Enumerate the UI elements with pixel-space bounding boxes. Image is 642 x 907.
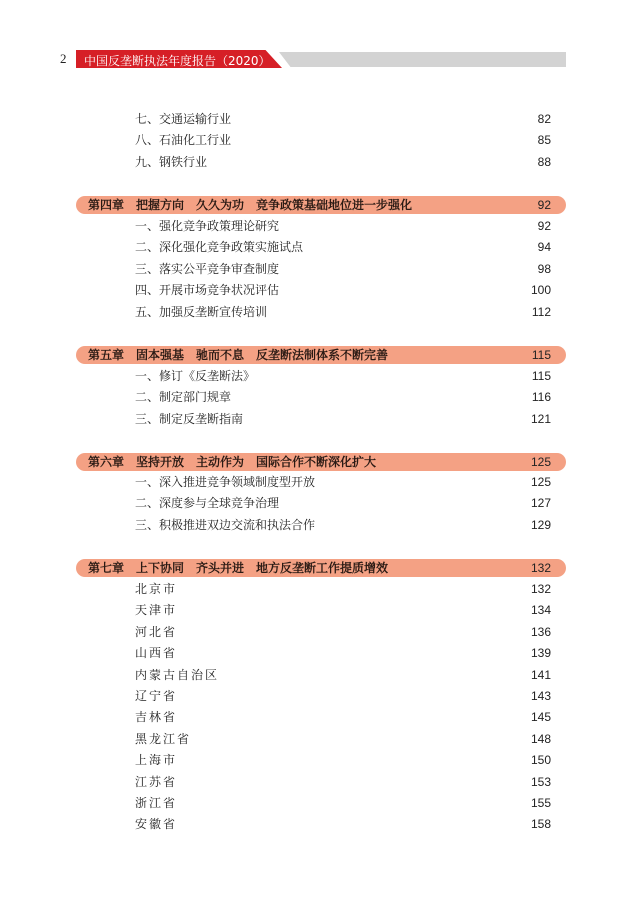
toc-entry-page-number: 134 bbox=[530, 603, 551, 618]
toc-entry-title: 四、开展市场竞争状况评估 bbox=[135, 283, 280, 298]
page-number: 2 bbox=[60, 51, 67, 66]
toc-entry-title: 天津市 bbox=[135, 603, 178, 618]
toc-entry-page-number: 143 bbox=[530, 689, 551, 703]
chapter-heading[interactable] bbox=[76, 453, 566, 471]
toc-entry[interactable] bbox=[135, 751, 551, 769]
toc-entry-title: 一、强化竞争政策理论研究 bbox=[135, 219, 280, 233]
chapter-title: 第五章 固本强基 驰而不息 反垄断法制体系不断完善 bbox=[88, 348, 389, 362]
toc-entry-title: 吉林省 bbox=[135, 710, 178, 725]
toc-entry[interactable] bbox=[135, 580, 551, 598]
toc-entry[interactable] bbox=[135, 644, 551, 662]
toc-entry-title: 山西省 bbox=[135, 646, 178, 661]
chapter-title: 第六章 坚持开放 主动作为 国际合作不断深化扩大 bbox=[88, 455, 377, 469]
chapter-page-number: 92 bbox=[537, 198, 551, 212]
toc-entry[interactable] bbox=[135, 303, 551, 321]
header-gray-band bbox=[279, 52, 566, 67]
toc-entry-page-number: 145 bbox=[530, 710, 551, 725]
toc-entry-page-number: 153 bbox=[530, 774, 551, 789]
toc-entry-title: 黑龙江省 bbox=[135, 731, 192, 746]
toc-entry-page-number: 88 bbox=[537, 154, 551, 169]
toc-entry-title: 三、制定反垄断指南 bbox=[135, 411, 244, 426]
toc-entry-page-number: 94 bbox=[537, 240, 551, 255]
toc-entry-page-number: 136 bbox=[530, 624, 551, 639]
chapter-heading[interactable] bbox=[76, 196, 566, 214]
toc-entry-title: 江苏省 bbox=[135, 774, 178, 789]
toc-entry-title: 北京市 bbox=[135, 582, 178, 596]
toc-entry-title: 上海市 bbox=[135, 753, 178, 768]
toc-entry-page-number: 139 bbox=[530, 646, 551, 661]
toc-entry-page-number: 150 bbox=[530, 753, 551, 768]
toc-entry[interactable] bbox=[135, 388, 551, 406]
toc-entry-page-number: 98 bbox=[537, 261, 551, 276]
toc-entry[interactable] bbox=[135, 367, 551, 385]
toc-entry-page-number: 115 bbox=[531, 369, 551, 383]
toc-entry[interactable] bbox=[135, 687, 551, 705]
chapter-page-number: 125 bbox=[530, 455, 551, 469]
toc-entry-page-number: 141 bbox=[530, 667, 551, 682]
toc-entry-page-number: 158 bbox=[530, 817, 551, 832]
toc-entry[interactable] bbox=[135, 410, 551, 428]
toc-entry-page-number: 82 bbox=[537, 112, 551, 126]
toc-entry-page-number: 127 bbox=[530, 496, 551, 511]
toc-entry-page-number: 155 bbox=[530, 796, 551, 810]
chapter-heading[interactable] bbox=[76, 559, 566, 577]
toc-entry-page-number: 121 bbox=[530, 411, 551, 426]
toc-entry-page-number: 125 bbox=[530, 475, 551, 489]
toc-entry-page-number: 112 bbox=[531, 304, 551, 319]
toc-entry-title: 河北省 bbox=[135, 624, 178, 639]
toc-entry-title: 五、加强反垄断宣传培训 bbox=[135, 304, 268, 319]
toc-entry-page-number: 85 bbox=[537, 133, 551, 148]
toc-entry[interactable] bbox=[135, 708, 551, 726]
toc-entry[interactable] bbox=[135, 238, 551, 256]
toc-entry-title: 二、深度参与全球竞争治理 bbox=[135, 496, 280, 511]
toc-entry-title: 七、交通运输行业 bbox=[135, 112, 232, 126]
toc-entry-title: 二、深化强化竞争政策实施试点 bbox=[135, 240, 304, 255]
toc-entry-page-number: 132 bbox=[530, 582, 551, 596]
toc-entry[interactable] bbox=[135, 110, 551, 128]
toc-entry[interactable] bbox=[135, 281, 551, 299]
toc-entry-title: 九、钢铁行业 bbox=[135, 154, 208, 169]
toc-entry[interactable] bbox=[135, 601, 551, 619]
toc-entry-title: 二、制定部门规章 bbox=[135, 390, 232, 405]
toc-entry-title: 八、石油化工行业 bbox=[135, 133, 232, 148]
chapter-page-number: 115 bbox=[531, 348, 551, 362]
chapter-heading[interactable] bbox=[76, 346, 566, 364]
toc-entry[interactable] bbox=[135, 666, 551, 684]
toc-entry-page-number: 100 bbox=[530, 283, 551, 298]
toc-entry[interactable] bbox=[135, 623, 551, 641]
toc-entry[interactable] bbox=[135, 473, 551, 491]
toc-entry[interactable] bbox=[135, 217, 551, 235]
chapter-title: 第四章 把握方向 久久为功 竞争政策基础地位进一步强化 bbox=[88, 198, 413, 212]
toc-entry-title: 内蒙古自治区 bbox=[135, 667, 220, 682]
chapter-title: 第七章 上下协同 齐头并进 地方反垄断工作提质增效 bbox=[88, 561, 389, 575]
toc-entry-title: 一、修订《反垄断法》 bbox=[135, 369, 256, 383]
chapter-page-number: 132 bbox=[530, 561, 551, 575]
toc-entry[interactable] bbox=[135, 494, 551, 512]
toc-entry-page-number: 129 bbox=[530, 517, 551, 532]
toc-entry-page-number: 116 bbox=[531, 390, 551, 405]
toc-entry-title: 浙江省 bbox=[135, 796, 178, 810]
toc-entry-title: 一、深入推进竞争领域制度型开放 bbox=[135, 475, 316, 489]
running-header bbox=[0, 50, 642, 70]
toc-entry[interactable] bbox=[135, 730, 551, 748]
toc-entry[interactable] bbox=[135, 773, 551, 791]
toc-entry-title: 三、积极推进双边交流和执法合作 bbox=[135, 517, 316, 532]
toc-entry-title: 三、落实公平竞争审查制度 bbox=[135, 261, 280, 276]
header-title: 中国反垄断执法年度报告（2020） bbox=[84, 54, 271, 68]
toc-entry[interactable] bbox=[135, 131, 551, 149]
toc-entry-title: 安徽省 bbox=[135, 817, 178, 832]
toc-entry[interactable] bbox=[135, 815, 551, 833]
toc-entry[interactable] bbox=[135, 794, 551, 812]
toc-entry[interactable] bbox=[135, 153, 551, 171]
toc-entry[interactable] bbox=[135, 516, 551, 534]
toc-entry-page-number: 148 bbox=[530, 731, 551, 746]
toc-entry-title: 辽宁省 bbox=[135, 689, 178, 703]
toc-entry-page-number: 92 bbox=[537, 219, 551, 233]
toc-entry[interactable] bbox=[135, 260, 551, 278]
